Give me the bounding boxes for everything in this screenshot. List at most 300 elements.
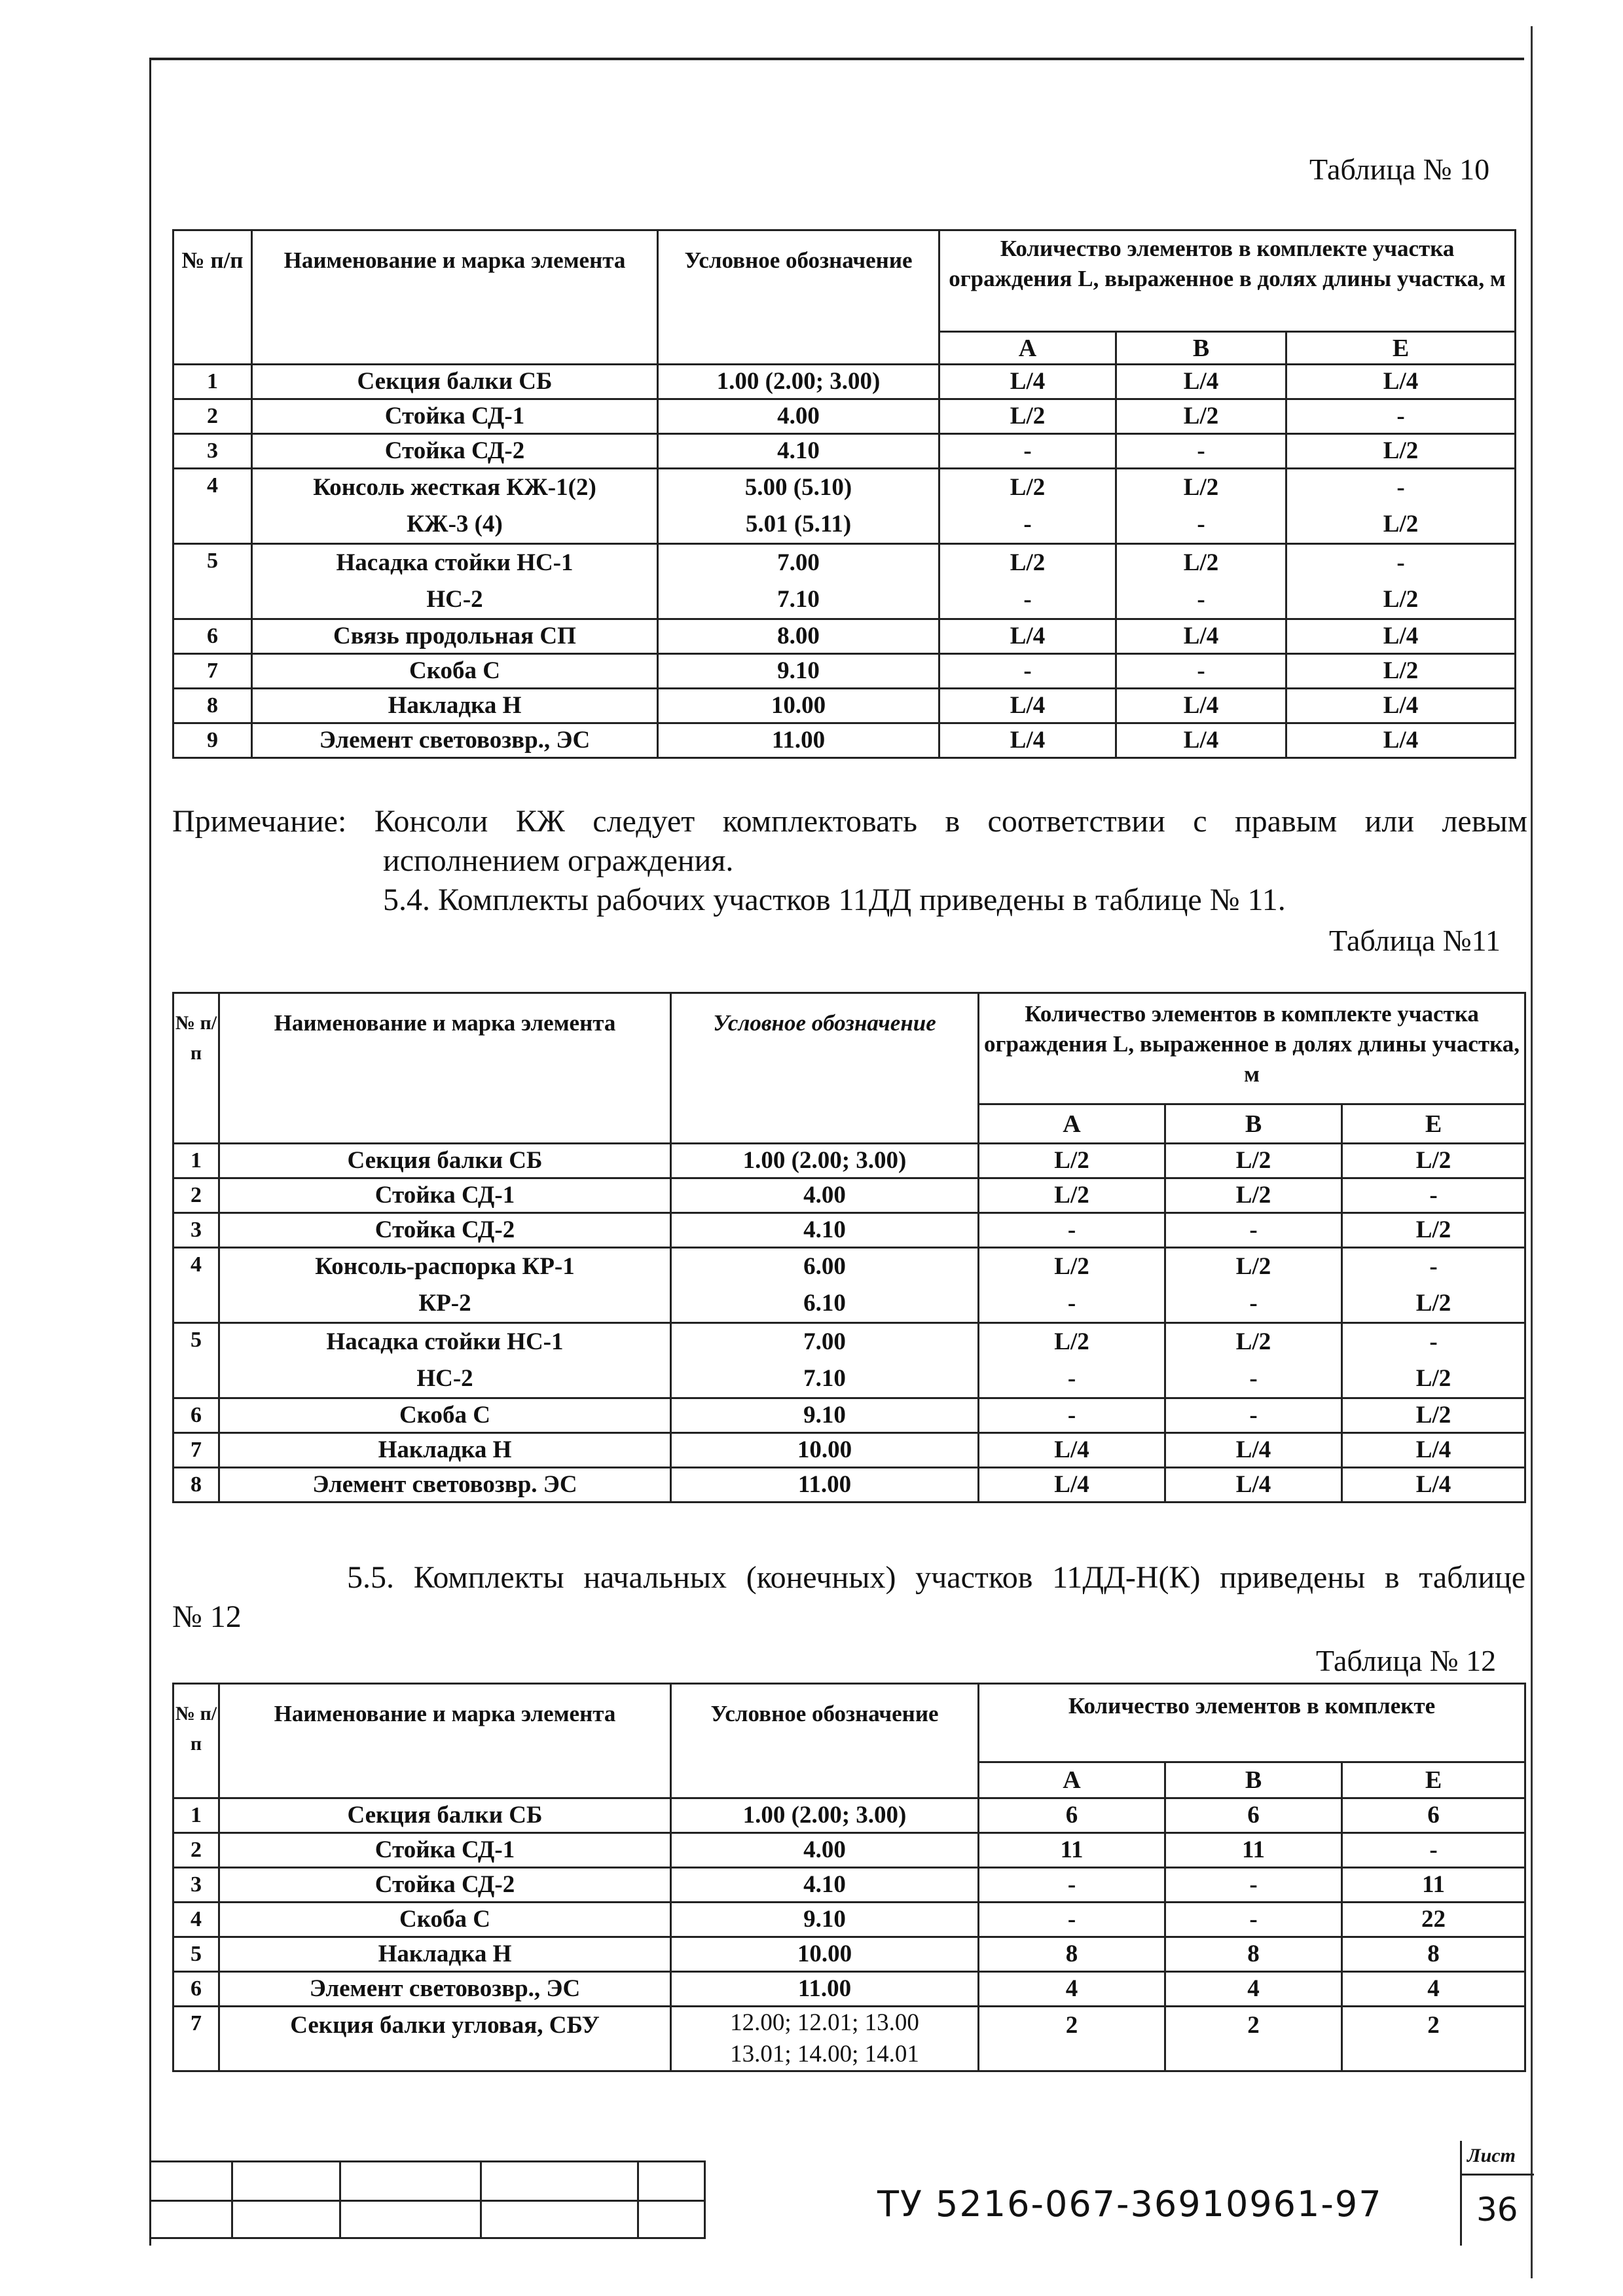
element-code: [671, 2007, 979, 2071]
element-name-line: Насадка стойки НС-1: [326, 1328, 564, 1355]
qty-e: [1342, 1248, 1525, 1323]
qty-b-line: 4: [1247, 1975, 1260, 2002]
element-code: [671, 1798, 979, 1833]
qty-b: [1165, 1433, 1342, 1468]
row-number: 4: [173, 1903, 219, 1937]
element-name-line: Секция балки СБ: [347, 1802, 543, 1829]
table-row: [173, 1323, 1525, 1398]
qty-a-line: -: [1067, 1365, 1076, 1392]
qty-b: [1165, 1213, 1342, 1248]
qty-a-line: L/4: [1010, 368, 1046, 395]
element-code: [658, 689, 939, 723]
qty-e-line: -: [1429, 1253, 1438, 1280]
qty-b-line: -: [1249, 1216, 1258, 1243]
qty-e-line: -: [1429, 1328, 1438, 1355]
element-name-line: Накладка Н: [378, 1941, 512, 1967]
qty-e-line: L/4: [1415, 1471, 1451, 1498]
col-qty-header: Количество элементов в комплекте участка ограждения L, выраженное в долях длины участка, м: [979, 993, 1525, 1104]
qty-e: [1342, 1144, 1525, 1178]
element-code-line: 9.10: [803, 1906, 846, 1933]
element-code-line: 9.10: [777, 657, 820, 684]
row-number: 6: [173, 1398, 219, 1433]
element-code-line: 13.01; 14.00; 14.01: [730, 2041, 919, 2068]
qty-b: [1116, 619, 1286, 654]
element-code: [658, 723, 939, 758]
element-name: [219, 1972, 671, 2007]
qty-e-line: 6: [1427, 1802, 1440, 1829]
qty-e-line: L/2: [1415, 1216, 1451, 1243]
element-code: [671, 1433, 979, 1468]
element-name-line: Элемент световозвр., ЭС: [309, 1975, 581, 2002]
element-code: [671, 1144, 979, 1178]
qty-b-line: -: [1249, 1365, 1258, 1392]
qty-a: [979, 1937, 1165, 1972]
qty-e-line: L/4: [1383, 692, 1419, 719]
qty-b: [1165, 1903, 1342, 1937]
element-code-line: 5.00 (5.10): [744, 474, 852, 501]
table-row: [173, 689, 1516, 723]
qty-e: [1286, 365, 1516, 399]
element-code: [671, 1868, 979, 1903]
qty-a: [939, 723, 1116, 758]
col-name-header: Наименование и марка элемента: [219, 1684, 671, 1798]
qty-b: [1116, 723, 1286, 758]
qty-a-line: -: [1067, 1216, 1076, 1243]
element-code-line: 11.00: [797, 1471, 852, 1498]
qty-e: [1342, 1868, 1525, 1903]
qty-a-line: L/2: [1010, 474, 1046, 501]
qty-a-line: -: [1067, 1871, 1076, 1898]
note-line-1: Примечание: Консоли КЖ следует комплектовать в соответствии с правым или левым: [172, 804, 1527, 839]
element-name: [219, 1433, 671, 1468]
row-number: 7: [173, 654, 252, 689]
element-code-line: 12.00; 12.01; 13.00: [730, 2009, 919, 2036]
table-row: [173, 1937, 1525, 1972]
element-code-line: 1.00 (2.00; 3.00): [742, 1802, 907, 1829]
qty-b-line: 6: [1247, 1802, 1260, 1829]
element-name-line: Скоба С: [399, 1402, 491, 1429]
qty-e-line: -: [1429, 1836, 1438, 1863]
element-code-line: 8.00: [777, 623, 820, 649]
qty-e: [1342, 1903, 1525, 1937]
qty-e: [1342, 1323, 1525, 1398]
element-code-line: 6.10: [803, 1290, 846, 1317]
element-name-line: Скоба С: [399, 1906, 491, 1933]
qty-a: [939, 365, 1116, 399]
element-code-line: 11.00: [797, 1975, 852, 2002]
table-row: [173, 1248, 1525, 1323]
col-qty-header: Количество элементов в комплекте участка ограждения L, выраженное в долях длины участка, м: [939, 230, 1516, 332]
qty-e-line: -: [1396, 549, 1405, 576]
qty-e: [1286, 434, 1516, 469]
qty-e: [1342, 1972, 1525, 2007]
qty-e-line: -: [1396, 474, 1405, 501]
element-code: [658, 469, 939, 544]
col-e-header: Е: [1286, 332, 1516, 365]
qty-b-line: -: [1249, 1906, 1258, 1933]
col-e-header: Е: [1342, 1762, 1525, 1798]
table-row: [173, 1798, 1525, 1833]
qty-b: [1165, 1972, 1342, 2007]
qty-b-line: -: [1197, 437, 1205, 464]
element-code-line: 9.10: [803, 1402, 846, 1429]
element-code: [658, 654, 939, 689]
col-code-header: Условное обозначение: [658, 230, 939, 365]
element-name: [252, 654, 658, 689]
qty-a: [979, 1868, 1165, 1903]
element-code: [671, 1903, 979, 1937]
qty-a: [939, 619, 1116, 654]
element-name: [219, 1833, 671, 1868]
qty-e: [1342, 1433, 1525, 1468]
element-name: [252, 544, 658, 619]
qty-a: [939, 469, 1116, 544]
element-code-line: 4.00: [803, 1182, 846, 1209]
row-number: 3: [173, 434, 252, 469]
qty-a-line: L/4: [1010, 692, 1046, 719]
element-code-line: 4.10: [803, 1871, 846, 1898]
qty-a: [979, 1468, 1165, 1503]
qty-b: [1116, 469, 1286, 544]
table11-caption: Таблица №11: [1329, 924, 1501, 957]
element-name: [219, 1323, 671, 1398]
row-number: 4: [173, 469, 252, 544]
element-name: [219, 1798, 671, 1833]
element-name: [219, 2007, 671, 2071]
table-row: [173, 654, 1516, 689]
qty-a: [979, 1144, 1165, 1178]
row-number: 3: [173, 1868, 219, 1903]
qty-b-line: L/2: [1183, 474, 1219, 501]
table-row: [173, 469, 1516, 544]
element-code: [658, 544, 939, 619]
qty-e-line: 22: [1421, 1906, 1446, 1933]
element-code-line: 10.00: [771, 692, 826, 719]
table-row: [173, 1468, 1525, 1503]
row-number: 2: [173, 399, 252, 434]
element-name-line: Насадка стойки НС-1: [336, 549, 574, 576]
qty-a: [979, 1903, 1165, 1937]
qty-b: [1116, 365, 1286, 399]
qty-e: [1342, 2007, 1525, 2071]
qty-a-line: L/4: [1054, 1436, 1089, 1463]
qty-b: [1165, 1398, 1342, 1433]
element-code-line: 1.00 (2.00; 3.00): [742, 1147, 907, 1174]
qty-e-line: L/2: [1415, 1402, 1451, 1429]
qty-b-line: L/4: [1183, 368, 1219, 395]
qty-e-line: 4: [1427, 1975, 1440, 2002]
qty-b-line: -: [1197, 586, 1205, 613]
qty-e: [1286, 689, 1516, 723]
qty-b-line: L/2: [1183, 403, 1219, 429]
col-name-header: Наименование и марка элемента: [219, 993, 671, 1144]
row-number: 3: [173, 1213, 219, 1248]
element-name: [219, 1248, 671, 1323]
qty-e: [1286, 723, 1516, 758]
qty-b: [1116, 544, 1286, 619]
element-code: [671, 1213, 979, 1248]
qty-b-line: 8: [1247, 1941, 1260, 1967]
qty-b-line: L/2: [1235, 1253, 1271, 1280]
row-number: 5: [173, 544, 252, 619]
element-code-line: 4.00: [777, 403, 820, 429]
sheet-label: Лист: [1467, 2145, 1516, 2166]
element-code-line: 7.10: [777, 586, 820, 613]
qty-a-line: 4: [1065, 1975, 1078, 2002]
qty-a-line: L/2: [1054, 1328, 1089, 1355]
qty-a-line: 8: [1065, 1941, 1078, 1967]
row-number: 6: [173, 619, 252, 654]
qty-a: [979, 1972, 1165, 2007]
element-code: [671, 1972, 979, 2007]
qty-b: [1165, 1144, 1342, 1178]
qty-b-line: L/2: [1235, 1328, 1271, 1355]
element-code-line: 7.00: [803, 1328, 846, 1355]
qty-e: [1286, 654, 1516, 689]
row-number: 5: [173, 1937, 219, 1972]
element-code: [658, 619, 939, 654]
sheet-number: 36: [1476, 2191, 1518, 2229]
qty-a-line: 11: [1060, 1836, 1084, 1863]
col-b-header: В: [1116, 332, 1286, 365]
qty-a-line: L/2: [1010, 403, 1046, 429]
row-number: 2: [173, 1833, 219, 1868]
element-name-line: КЖ-3 (4): [407, 511, 503, 538]
title-block-stamp: [149, 2160, 706, 2239]
element-code: [671, 1178, 979, 1213]
table10-caption: Таблица № 10: [1309, 153, 1490, 186]
qty-a: [979, 1213, 1165, 1248]
element-code-line: 4.10: [777, 437, 820, 464]
col-code-header: Условное обозначение: [671, 993, 979, 1144]
table-row: [173, 723, 1516, 758]
element-code: [671, 1398, 979, 1433]
qty-b-line: -: [1249, 1402, 1258, 1429]
element-code-line: 4.00: [803, 1836, 846, 1863]
table-row: [173, 1868, 1525, 1903]
element-name-line: НС-2: [416, 1365, 473, 1392]
element-name-line: Связь продольная СП: [333, 623, 576, 649]
qty-b-line: L/2: [1235, 1147, 1271, 1174]
element-name: [219, 1213, 671, 1248]
qty-e: [1286, 544, 1516, 619]
qty-e: [1342, 1178, 1525, 1213]
qty-a-line: -: [1067, 1906, 1076, 1933]
qty-b-line: -: [1197, 511, 1205, 538]
qty-e-line: L/2: [1415, 1290, 1451, 1317]
sheet-number-box: [1460, 2141, 1534, 2246]
qty-b-line: L/4: [1235, 1471, 1271, 1498]
qty-a: [979, 1248, 1165, 1323]
table-row: [173, 1398, 1525, 1433]
qty-e-line: L/2: [1383, 657, 1419, 684]
element-name: [219, 1468, 671, 1503]
qty-a: [979, 1178, 1165, 1213]
element-code: [671, 1468, 979, 1503]
element-name-line: Консоль жесткая КЖ-1(2): [313, 474, 596, 501]
qty-b-line: 11: [1242, 1836, 1265, 1863]
col-num-header: № п/п: [173, 1684, 219, 1798]
element-code: [658, 399, 939, 434]
table-row: [173, 399, 1516, 434]
qty-b-line: L/2: [1183, 549, 1219, 576]
element-code: [671, 1937, 979, 1972]
qty-e-line: 2: [1427, 2012, 1440, 2039]
qty-a: [979, 1833, 1165, 1868]
table-row: [173, 434, 1516, 469]
element-name-line: Элемент световозвр., ЭС: [319, 727, 591, 754]
element-code: [671, 1323, 979, 1398]
row-number: 8: [173, 689, 252, 723]
table-12: [172, 1683, 1526, 2072]
col-b-header: В: [1165, 1762, 1342, 1798]
col-num-header: № п/п: [173, 993, 219, 1144]
element-code: [658, 434, 939, 469]
qty-a-line: -: [1067, 1402, 1076, 1429]
note-line-2: исполнением ограждения.: [383, 843, 734, 878]
element-code: [658, 365, 939, 399]
element-name-line: Секция балки угловая, СБУ: [290, 2012, 600, 2039]
qty-e: [1342, 1937, 1525, 1972]
qty-a-line: L/2: [1054, 1182, 1089, 1209]
row-number: 9: [173, 723, 252, 758]
qty-b: [1165, 1178, 1342, 1213]
element-name: [252, 365, 658, 399]
col-a-header: А: [979, 1762, 1165, 1798]
row-number: 1: [173, 365, 252, 399]
col-a-header: А: [979, 1104, 1165, 1144]
qty-e: [1286, 399, 1516, 434]
element-code: [671, 1833, 979, 1868]
element-code-line: 6.00: [803, 1253, 846, 1280]
table-row: [173, 1213, 1525, 1248]
table-row: [173, 365, 1516, 399]
element-name: [252, 619, 658, 654]
element-name: [252, 434, 658, 469]
element-name-line: КР-2: [418, 1290, 471, 1317]
qty-a: [939, 434, 1116, 469]
qty-a-line: L/4: [1010, 623, 1046, 649]
element-name-line: Стойка СД-1: [374, 1836, 515, 1863]
qty-a-line: L/2: [1054, 1147, 1089, 1174]
table-row: [173, 1972, 1525, 2007]
qty-a: [979, 2007, 1165, 2071]
qty-e: [1342, 1398, 1525, 1433]
qty-e-line: 11: [1422, 1871, 1445, 1898]
element-name: [219, 1937, 671, 1972]
table-row: [173, 1178, 1525, 1213]
qty-b-line: -: [1249, 1871, 1258, 1898]
element-name-line: Секция балки СБ: [347, 1147, 543, 1174]
qty-b: [1165, 2007, 1342, 2071]
element-name-line: Консоль-распорка КР-1: [315, 1253, 575, 1280]
row-number: 5: [173, 1323, 219, 1398]
table-11: [172, 992, 1526, 1503]
qty-a-line: 2: [1065, 2012, 1078, 2039]
element-name: [252, 689, 658, 723]
qty-b-line: L/4: [1183, 623, 1219, 649]
qty-b: [1165, 1468, 1342, 1503]
table-row: [173, 2007, 1525, 2071]
element-name-line: Элемент световозвр. ЭС: [312, 1471, 577, 1498]
qty-b-line: L/2: [1235, 1182, 1271, 1209]
qty-a: [939, 399, 1116, 434]
page-frame-right: [1531, 26, 1533, 2278]
qty-b-line: L/4: [1235, 1436, 1271, 1463]
col-a-header: А: [939, 332, 1116, 365]
element-name: [219, 1868, 671, 1903]
qty-b-line: -: [1197, 657, 1205, 684]
qty-e-line: -: [1396, 403, 1405, 429]
element-name-line: НС-2: [426, 586, 483, 613]
qty-e-line: L/2: [1383, 586, 1419, 613]
qty-b: [1165, 1868, 1342, 1903]
qty-e-line: L/4: [1415, 1436, 1451, 1463]
qty-b: [1165, 1798, 1342, 1833]
page-frame-top: [149, 58, 1524, 60]
qty-b: [1116, 654, 1286, 689]
element-code-line: 10.00: [797, 1436, 852, 1463]
qty-b: [1165, 1937, 1342, 1972]
element-name: [252, 723, 658, 758]
qty-b: [1116, 689, 1286, 723]
qty-a-line: -: [1023, 657, 1032, 684]
row-number: 1: [173, 1798, 219, 1833]
table-row: [173, 1144, 1525, 1178]
qty-a: [939, 689, 1116, 723]
col-num-header: № п/п: [173, 230, 252, 365]
qty-b: [1165, 1833, 1342, 1868]
qty-b-line: 2: [1247, 2012, 1260, 2039]
qty-e-line: L/2: [1383, 511, 1419, 538]
qty-e-line: L/4: [1383, 727, 1419, 754]
qty-a-line: -: [1023, 437, 1032, 464]
element-name: [252, 399, 658, 434]
element-code: [671, 1248, 979, 1323]
qty-a-line: L/2: [1054, 1253, 1089, 1280]
qty-a: [939, 544, 1116, 619]
qty-a: [979, 1433, 1165, 1468]
element-name-line: Накладка Н: [388, 692, 522, 719]
element-name-line: Накладка Н: [378, 1436, 512, 1463]
qty-a: [979, 1798, 1165, 1833]
qty-a-line: -: [1067, 1290, 1076, 1317]
qty-a-line: L/2: [1010, 549, 1046, 576]
document-code: ТУ 5216-067-36910961-97: [877, 2183, 1383, 2225]
qty-a: [979, 1398, 1165, 1433]
element-code-line: 11.00: [771, 727, 826, 754]
page-frame-left: [149, 59, 151, 2246]
table-row: [173, 619, 1516, 654]
table-row: [173, 1833, 1525, 1868]
qty-b: [1165, 1323, 1342, 1398]
qty-b-line: L/4: [1183, 727, 1219, 754]
table12-caption: Таблица № 12: [1316, 1644, 1497, 1677]
qty-e-line: L/2: [1383, 437, 1419, 464]
qty-a-line: -: [1023, 586, 1032, 613]
row-number: 4: [173, 1248, 219, 1323]
element-name-line: Стойка СД-2: [374, 1871, 515, 1898]
col-code-header: Условное обозначение: [671, 1684, 979, 1798]
element-name-line: Стойка СД-2: [374, 1216, 515, 1243]
table-row: [173, 544, 1516, 619]
qty-e: [1342, 1468, 1525, 1503]
element-code-line: 7.00: [777, 549, 820, 576]
qty-e-line: L/4: [1383, 368, 1419, 395]
section-5-4: 5.4. Комплекты рабочих участков 11ДД приведены в таблице № 11.: [383, 883, 1286, 917]
qty-a-line: -: [1023, 511, 1032, 538]
element-name: [219, 1144, 671, 1178]
